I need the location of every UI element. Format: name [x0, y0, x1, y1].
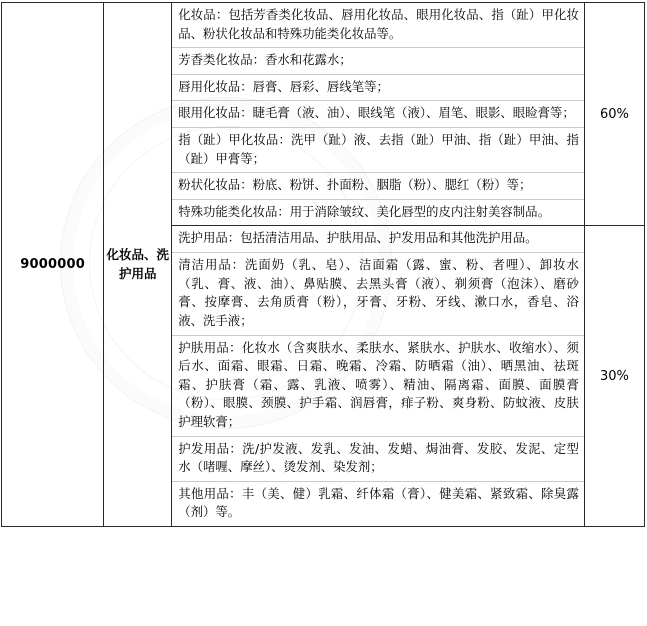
cell-category: 化妆品、洗护用品	[104, 3, 172, 527]
cell-description-group-1	[172, 3, 585, 226]
description-line: 其他用品：丰（美、健）乳霜、纤体霜（膏）、健美霜、紧致霜、除臭露（剂）等。	[178, 485, 579, 520]
description-list-1	[172, 3, 584, 225]
table-row	[2, 3, 645, 226]
description-line: 唇用化妆品：唇膏、唇彩、唇线笔等；	[172, 75, 584, 102]
cell-rate: 30%	[584, 226, 644, 527]
cell-rate: 60%	[584, 3, 644, 226]
description-line: 清洁用品：洗面奶（乳、皂）、洁面霜（露、蜜、粉、者哩）、卸妆水（乳、膏、液、油）、鼻贴膜、去黑头膏（液）、剃须膏（泡沫）、磨砂膏、按摩膏、去角质膏（粉），牙膏、牙粉、牙线、漱口水，香皂、浴液、洗手液；	[172, 253, 584, 335]
description-line: 粉状化妆品：粉底、粉饼、扑面粉、胭脂（粉）、腮红（粉）等；	[172, 173, 584, 200]
description-line: 护肤用品：化妆水（含爽肤水、柔肤水、紧肤水、护肤水、收缩水）、须后水、面霜、眼霜、日霜、晚霜、冷霜、防晒霜（油）、晒黑油、祛斑霜、护肤膏（霜、露、乳液、喷雾）、精油、隔离霜、面膜、面膜膏（粉）、眼膜、颈膜、护手霜、润唇膏，痱子粉、爽身粉、防蚊液、皮肤护理软膏；	[172, 336, 584, 437]
tax-rate-table	[1, 2, 645, 527]
description-list-2	[172, 226, 584, 526]
description-line: 芳香类化妆品：香水和花露水；	[172, 48, 584, 75]
description-line: 洗护用品：包括清洁用品、护肤用品、护发用品和其他洗护用品。	[172, 226, 584, 253]
description-line: 眼用化妆品：睫毛膏（液、油）、眼线笔（液）、眉笔、眼影、眼睑膏等；	[172, 101, 584, 128]
description-line: 化妆品：包括芳香类化妆品、唇用化妆品、眼用化妆品、指（趾）甲化妆品、粉状化妆品和特殊功能类化妆品等。	[172, 3, 584, 48]
description-line: 特殊功能类化妆品：用于消除皱纹、美化唇型的皮内注射美容制品。	[178, 203, 550, 219]
description-line: 指（趾）甲化妆品：洗甲（趾）液、去指（趾）甲油、指（趾）甲油、指（趾）甲膏等；	[172, 128, 584, 173]
cell-description-group-2	[172, 226, 585, 527]
description-line: 护发用品：洗/护发液、发乳、发油、发蜡、焗油膏、发胶、发泥、定型水（啫喱、摩丝）、烫发剂、染发剂；	[172, 437, 584, 482]
cell-code: 9000000	[2, 3, 104, 527]
